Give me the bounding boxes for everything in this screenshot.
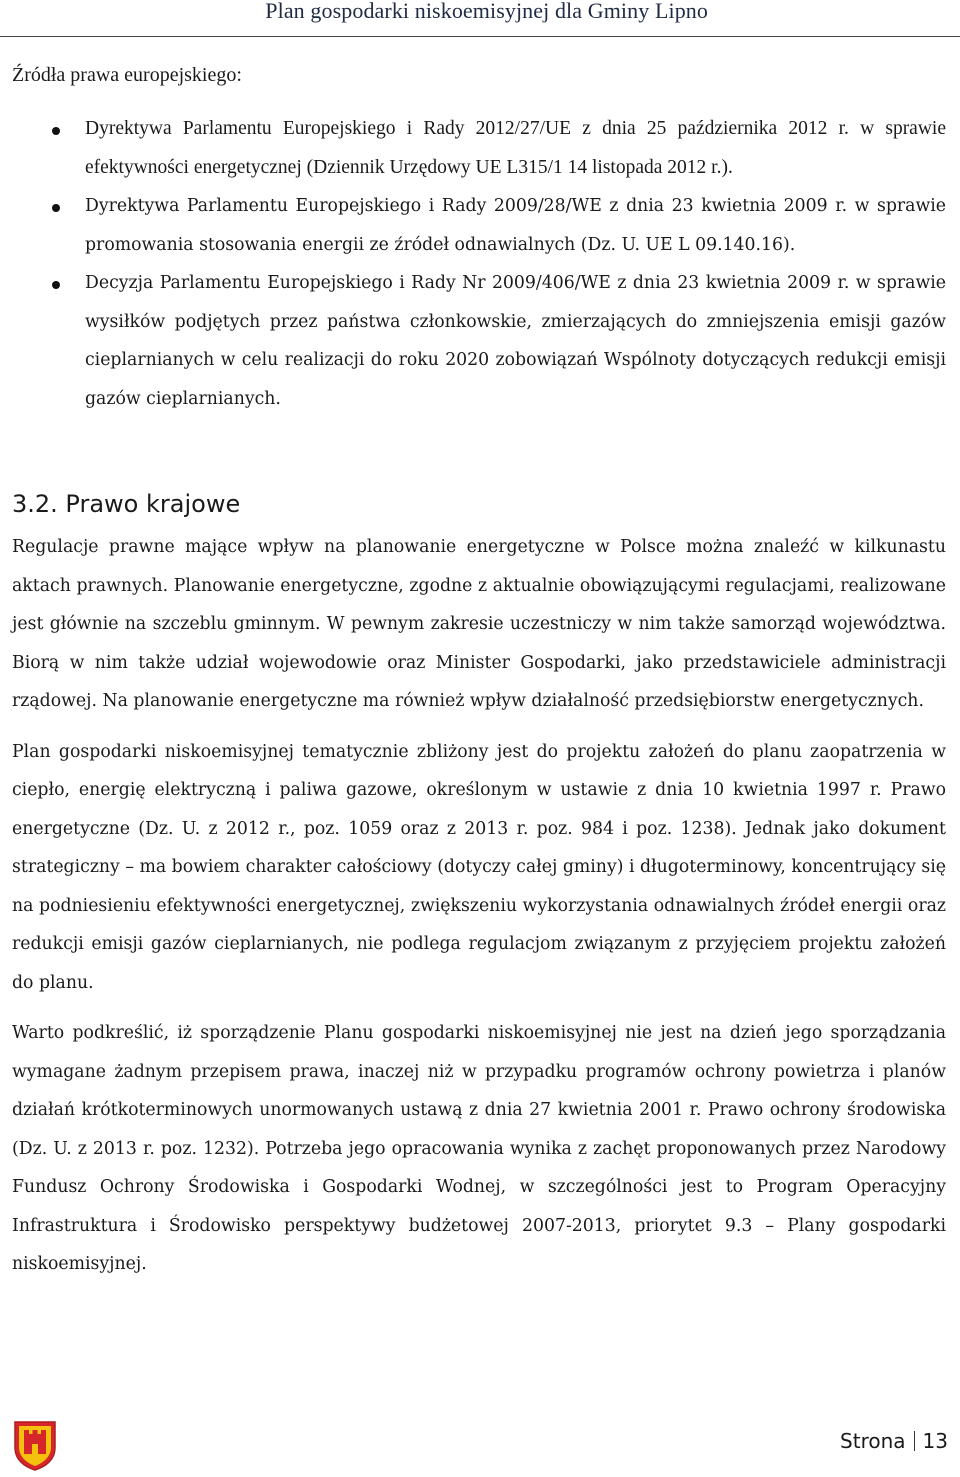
- list-item-text: Dyrektywa Parlamentu Europejskiego i Rady 2012/27/UE z dnia 25 października 2012 r. w sprawie efektywności energetycznej (Dziennik Urzędowy UE L315/1 14 listopada 2012 r.).: [85, 118, 946, 178]
- list-item-text: Dyrektywa Parlamentu Europejskiego i Rady 2009/28/WE z dnia 23 kwietnia 2009 r. w sprawie promowania stosowania energii ze źródeł odnawialnych (Dz. U. UE L 09.140.16).: [85, 196, 946, 255]
- page-number: [840, 1429, 948, 1453]
- sources-list: [12, 110, 946, 418]
- paragraph: Plan gospodarki niskoemisyjnej tematycznie zbliżony jest do projektu założeń do planu zaopatrzenia w ciepło, energię elektryczną i paliwa gazowe, określonym w ustawie z dnia 10 kwietnia 1997 r. Prawo energetyczne (Dz. U. z 2012 r., poz. 1059 oraz z 2013 r. poz. 984 i poz. 1238). Jednak jako dokument strategiczny – ma bowiem charakter całościowy (dotyczy całej gminy) i długoterminowy, koncentrujący się na podniesieniu efektywności energetycznej, zwiększeniu wykorzystania odnawialnych źródeł energii oraz redukcji emisji gazów cieplarnianych, nie podlega regulacjom związanym z przyjęciem projektu założeń do planu.: [12, 741, 946, 993]
- sources-heading: Źródła prawa europejskiego:: [12, 64, 242, 86]
- bullet-icon: [52, 127, 60, 135]
- bullet-icon: [52, 204, 60, 212]
- page-header: [0, 0, 960, 37]
- document-title: Plan gospodarki niskoemisyjnej dla Gminy Lipno: [265, 0, 708, 23]
- list-item: [12, 264, 946, 418]
- divider: [914, 1431, 915, 1451]
- section-heading: 3.2. Prawo krajowe: [12, 490, 241, 518]
- list-item: [12, 187, 946, 264]
- page-content: [12, 56, 946, 1284]
- list-item-text: Decyzja Parlamentu Europejskiego i Rady Nr 2009/406/WE z dnia 23 kwietnia 2009 r. w sprawie wysiłków podjętych przez państwa członkowskie, zmierzających do zmniejszenia emisji gazów cieplarnianych w celu realizacji do roku 2020 zobowiązań Wspólnoty dotyczących redukcji emisji gazów cieplarnianych.: [85, 273, 946, 409]
- bullet-icon: [52, 281, 60, 289]
- coat-of-arms-icon: [11, 1420, 59, 1472]
- page-number-value: 13: [922, 1429, 948, 1453]
- page-label: Strona: [840, 1429, 906, 1453]
- paragraph: Warto podkreślić, iż sporządzenie Planu gospodarki niskoemisyjnej nie jest na dzień jego sporządzania wymagane żadnym przepisem prawa, inaczej niż w przypadku programów ochrony powietrza i planów działań krótkoterminowych unormowanych ustawą z dnia 27 kwietnia 2001 r. Prawo ochrony środowiska (Dz. U. z 2013 r. poz. 1232). Potrzeba jego opracowania wynika z zachęt proponowanych przez Narodowy Fundusz Ochrony Środowiska i Gospodarki Wodnej, w szczególności jest to Program Operacyjny Infrastruktura i Środowisko perspektywy budżetowej 2007-2013, priorytet 9.3 – Plany gospodarki niskoemisyjnej.: [12, 1023, 946, 1274]
- paragraph: Regulacje prawne mające wpływ na planowanie energetyczne w Polsce można znaleźć w kilkunastu aktach prawnych. Planowanie energetyczne, zgodne z aktualnie obowiązującymi regulacjami, realizowane jest głównie na szczeblu gminnym. W pewnym zakresie uczestniczy w nim także samorząd województwa. Biorą w nim także udział wojewodowie oraz Minister Gospodarki, jako przedstawiciele administracji rządowej. Na planowanie energetyczne ma również wpływ działalność przedsiębiorstw energetycznych.: [12, 537, 946, 711]
- list-item: [12, 110, 946, 187]
